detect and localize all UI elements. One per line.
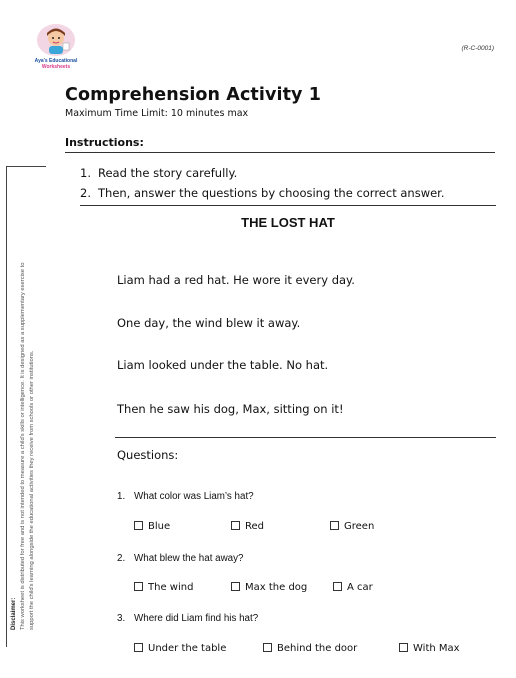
- worksheet-code: (R-C-0001): [461, 45, 494, 52]
- question-text: What color was Liam’s hat?: [134, 491, 254, 502]
- story-title: THE LOST HAT: [241, 215, 335, 230]
- disclaimer-line-1: This worksheet is distributed for free and is not intended to measure a child's skills or intelligence. It is designed as a supplementary exercise to: [20, 262, 26, 630]
- divider: [115, 437, 496, 438]
- divider: [65, 152, 495, 153]
- instruction-item: [80, 183, 445, 203]
- option-label: Under the table: [148, 643, 227, 654]
- answer-option[interactable]: [134, 582, 193, 593]
- instruction-text: Then, answer the questions by choosing the correct answer.: [98, 186, 445, 200]
- logo: [30, 24, 82, 70]
- instruction-number: 1.: [80, 166, 91, 180]
- option-label: Blue: [148, 521, 171, 532]
- question-number: 2.: [117, 553, 126, 564]
- checkbox-icon[interactable]: [134, 582, 143, 591]
- question-text: Where did Liam find his hat?: [134, 613, 259, 624]
- answer-option[interactable]: [333, 582, 373, 593]
- logo-text: [30, 58, 82, 70]
- instructions-list: [80, 163, 445, 203]
- option-label: Max the dog: [245, 582, 308, 593]
- question: [117, 553, 243, 564]
- question-number: 1.: [117, 491, 126, 502]
- instructions-heading: Instructions:: [65, 136, 144, 149]
- option-label: A car: [347, 582, 373, 593]
- questions-heading: Questions:: [117, 448, 179, 462]
- checkbox-icon[interactable]: [333, 582, 342, 591]
- disclaimer: [10, 160, 37, 630]
- checkbox-icon[interactable]: [134, 643, 143, 652]
- story-line: Then he saw his dog, Max, sitting on it!: [117, 402, 344, 416]
- answer-option[interactable]: [399, 643, 460, 654]
- option-label: Behind the door: [277, 643, 358, 654]
- option-label: Green: [344, 521, 375, 532]
- answer-option[interactable]: [263, 643, 357, 654]
- question-text: What blew the hat away?: [134, 553, 244, 564]
- checkbox-icon[interactable]: [399, 643, 408, 652]
- instruction-item: [80, 163, 445, 183]
- story-line: One day, the wind blew it away.: [117, 316, 301, 330]
- disclaimer-label: Disclaimer:: [11, 597, 17, 630]
- page-title: Comprehension Activity 1: [65, 85, 322, 105]
- question: [117, 613, 258, 624]
- question-number: 3.: [117, 613, 126, 624]
- story-line: Liam had a red hat. He wore it every day.: [117, 273, 355, 287]
- time-limit: Maximum Time Limit: 10 minutes max: [65, 108, 249, 119]
- answer-option[interactable]: [231, 582, 307, 593]
- instruction-text: Read the story carefully.: [98, 166, 238, 180]
- answer-option[interactable]: [231, 521, 264, 532]
- logo-line-2: Worksheets: [41, 64, 71, 70]
- instruction-number: 2.: [80, 186, 91, 200]
- disclaimer-line-2: support the child's learning alongside the educational activities they receive from schools or other institutions.: [29, 350, 35, 630]
- answer-option[interactable]: [134, 643, 226, 654]
- checkbox-icon[interactable]: [231, 521, 240, 530]
- checkbox-icon[interactable]: [134, 521, 143, 530]
- option-label: Red: [245, 521, 264, 532]
- logo-line-1: Aya's Educational: [34, 58, 78, 64]
- answer-option[interactable]: [330, 521, 374, 532]
- option-label: With Max: [413, 643, 460, 654]
- logo-mascot-icon: [36, 24, 76, 58]
- divider: [80, 205, 496, 206]
- checkbox-icon[interactable]: [231, 582, 240, 591]
- option-label: The wind: [148, 582, 194, 593]
- story-line: Liam looked under the table. No hat.: [117, 358, 329, 372]
- checkbox-icon[interactable]: [330, 521, 339, 530]
- question: [117, 491, 254, 502]
- checkbox-icon[interactable]: [263, 643, 272, 652]
- answer-option[interactable]: [134, 521, 170, 532]
